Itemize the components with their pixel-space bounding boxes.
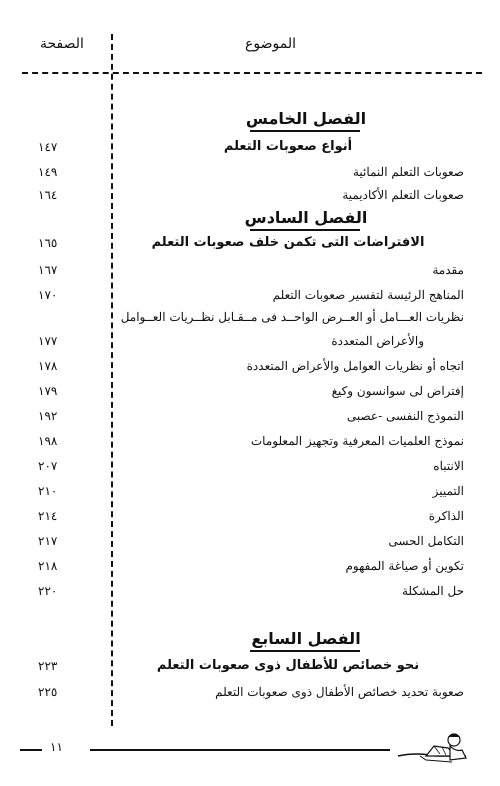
- entry-page-number: ٢٢٣: [38, 659, 58, 673]
- entry-title: النموذج النفسى -عصبى: [346, 409, 464, 423]
- chapter-underline: [250, 650, 360, 652]
- toc-entry: [0, 430, 500, 452]
- section-heading: [0, 136, 500, 158]
- entry-title: مقدمة: [432, 263, 464, 277]
- entry-title: صعوبات التعلم النمائية: [352, 165, 464, 179]
- toc-entry: [0, 259, 500, 281]
- entry-title: نحو خصائص للأطفال ذوى صعوبات التعلم: [156, 658, 420, 673]
- entry-page-number: ٢٢٠: [38, 584, 58, 598]
- entry-page-number: ١٧٧: [38, 334, 58, 348]
- entry-title: حل المشكلة: [402, 584, 464, 598]
- entry-page-number: ١٦٥: [38, 236, 58, 250]
- entry-title: التمييز: [432, 484, 464, 498]
- entry-title: نظريات العـــامل أو العــرض الواحــد فى مــقـابل نظــريات العــوامل: [120, 310, 464, 324]
- toc-entry: [0, 681, 500, 703]
- entry-title: الافتراضات التى تكمن خلف صعوبات التعلم: [151, 235, 425, 250]
- entry-title: المناهج الرئيسة لتفسير صعوبات التعلم: [272, 288, 464, 302]
- toc-entry: [0, 306, 500, 328]
- column-header-page: الصفحة: [40, 36, 84, 52]
- toc-entry: [0, 284, 500, 306]
- entry-title: الذاكرة: [428, 509, 464, 523]
- entry-page-number: ١٧٩: [38, 384, 58, 398]
- entry-page-number: ٢١٨: [38, 559, 58, 573]
- entry-title: والأعراض المتعددة: [331, 334, 424, 348]
- entry-title: التكامل الحسى: [388, 534, 464, 548]
- entry-page-number: ١٤٩: [38, 165, 58, 179]
- chapter-underline: [250, 130, 360, 132]
- entry-page-number: ٢٢٥: [38, 685, 58, 699]
- toc-entry: [0, 405, 500, 427]
- entry-page-number: ١٦٤: [38, 188, 58, 202]
- entry-title: تكوين أو صياغة المفهوم: [345, 559, 464, 573]
- entry-title: الفصل السابع: [251, 629, 361, 648]
- toc-entry: [0, 330, 500, 352]
- entry-title: إفتراض لى سوانسون وكيغ: [331, 384, 464, 398]
- entry-page-number: ٢١٤: [38, 509, 58, 523]
- entry-page-number: ٢١٠: [38, 484, 58, 498]
- chapter-title: [0, 628, 500, 650]
- toc-entry: [0, 555, 500, 577]
- toc-entry: [0, 580, 500, 602]
- entry-title: أنواع صعوبات التعلم: [223, 139, 353, 154]
- entry-title: صعوبة تحديد خصائص الأطفال ذوى صعوبات التعلم: [215, 685, 464, 699]
- entry-page-number: ١٦٧: [38, 263, 58, 277]
- section-heading: [0, 655, 500, 677]
- toc-entry: [0, 505, 500, 527]
- chapter-underline: [250, 229, 360, 231]
- entry-page-number: ١٧٠: [38, 288, 58, 302]
- section-heading: [0, 232, 500, 254]
- toc-entry: [0, 184, 500, 206]
- chapter-title: [0, 207, 500, 229]
- column-header-topic: الموضوع: [245, 36, 296, 52]
- entry-title: الانتباه: [433, 459, 464, 473]
- footer-rule: [90, 749, 390, 751]
- entry-title: صعوبات التعلم الأكاديمية: [342, 188, 464, 202]
- reading-child-ornament: [396, 726, 474, 766]
- entry-title: الفصل الخامس: [245, 109, 367, 128]
- entry-title: الفصل السادس: [244, 208, 368, 227]
- toc-entry: [0, 380, 500, 402]
- footer-rule-left: [20, 749, 42, 751]
- toc-entry: [0, 161, 500, 183]
- toc-entry: [0, 355, 500, 377]
- entry-page-number: ١٩٨: [38, 434, 58, 448]
- chapter-title: [0, 108, 500, 130]
- entry-page-number: ١٤٧: [38, 140, 58, 154]
- entry-page-number: ٢٠٧: [38, 459, 58, 473]
- toc-entry: [0, 455, 500, 477]
- entry-title: نموذج العلميات المعرفية وتجهيز المعلومات: [250, 434, 464, 448]
- entry-page-number: ١٩٢: [38, 409, 58, 423]
- entry-page-number: ١٧٨: [38, 359, 58, 373]
- toc-entry: [0, 480, 500, 502]
- toc-entry: [0, 530, 500, 552]
- entry-page-number: ٢١٧: [38, 534, 58, 548]
- page-number: ١١: [50, 740, 63, 754]
- entry-title: اتجاه أو نظريات العوامل والأعراض المتعددة: [246, 359, 464, 373]
